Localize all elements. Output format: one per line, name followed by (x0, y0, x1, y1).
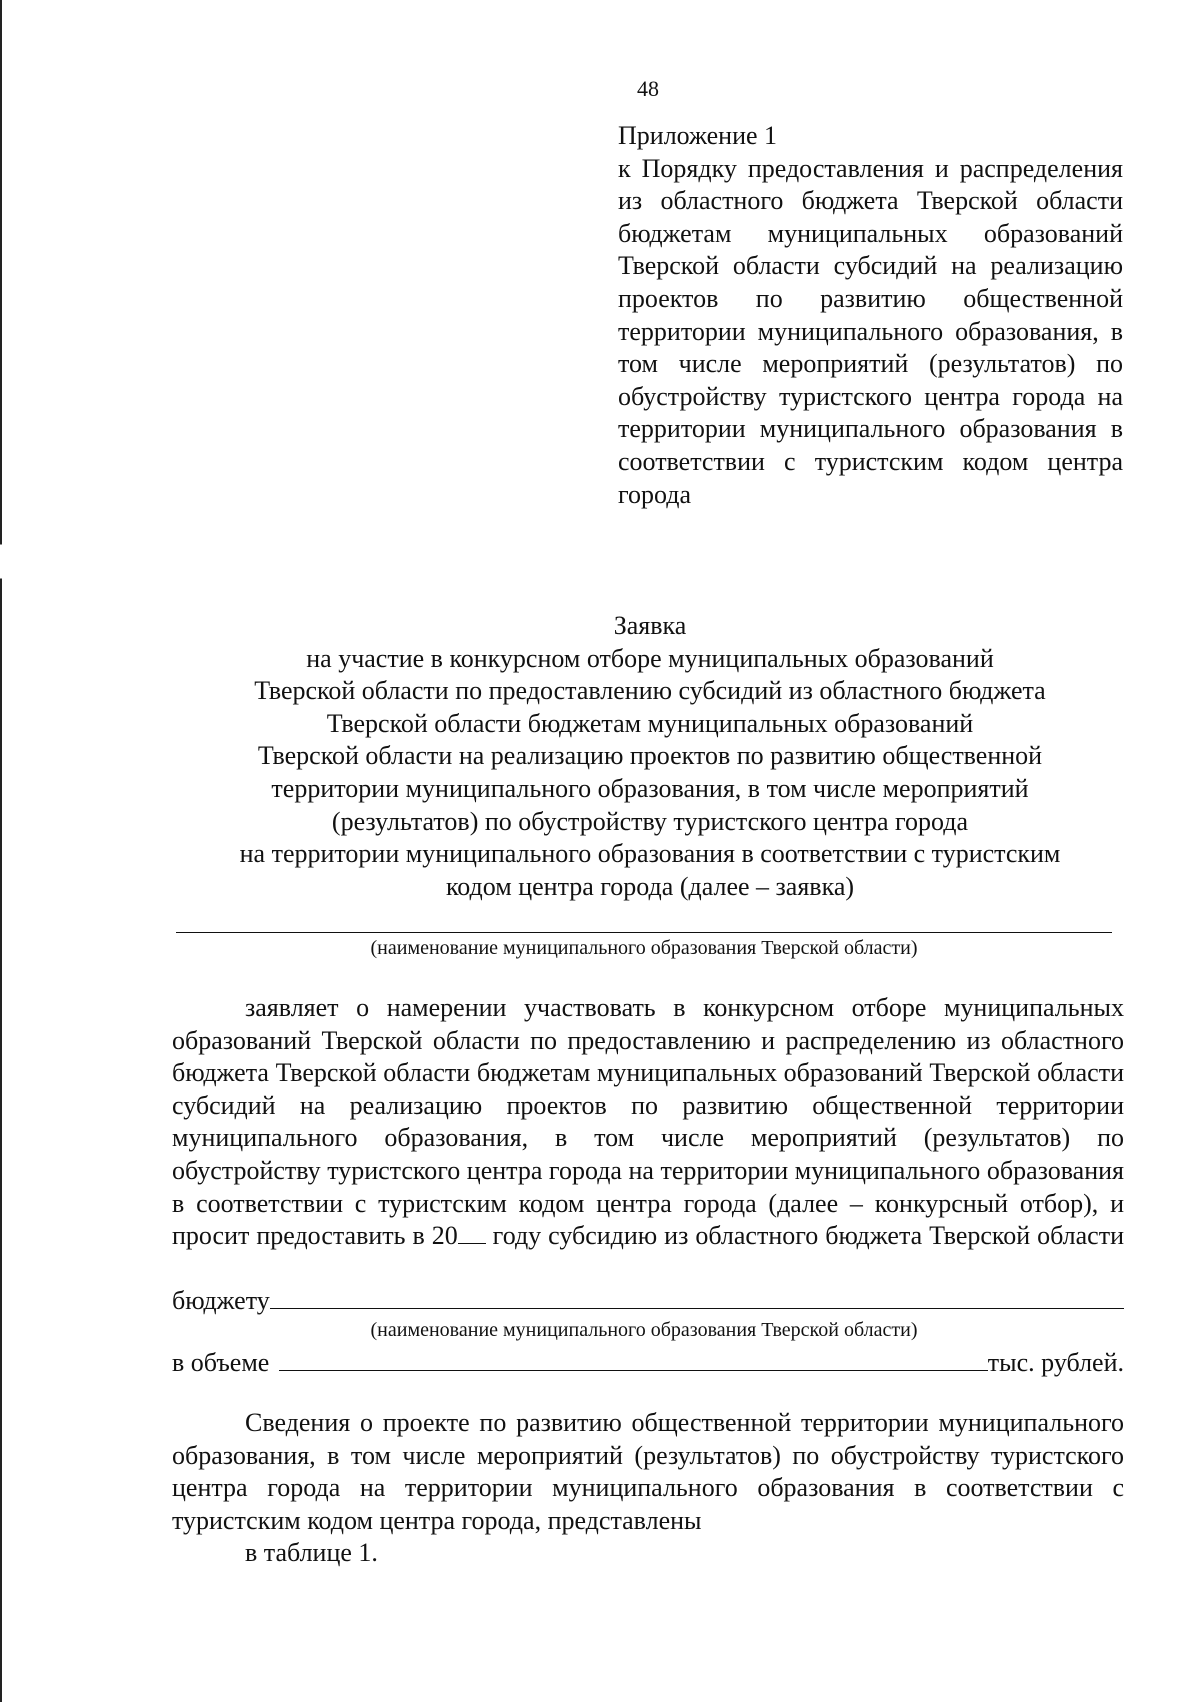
budget-row (172, 1284, 1124, 1318)
info-text: Сведения о проекте по развитию общественной территории муниципального образования, в том числе мероприятий (результатов) по обустройству туристского центра города на территории муниципального образования в соответствии с туристским кодом центра города, представлены (172, 1408, 1124, 1535)
page-number: 48 (637, 76, 659, 101)
appendix-block (618, 120, 1123, 511)
scan-edge (0, 0, 2, 1702)
municipality-name-caption: (наименование муниципального образования Тверской области) (370, 937, 918, 959)
volume-row (172, 1346, 1124, 1380)
application-title: Заявка (613, 611, 687, 640)
budget-blank (270, 1284, 1124, 1309)
statement-text: заявляет о намерении участвовать в конкурсном отборе муниципальных образований Тверской области по предоставлению и распределению из областного бюджета Тверской области бюджетам муниципальных образований Тверской области субсидий на реализацию проектов по развитию общественной территории муниципального образования, в том числе мероприятий (результатов) по обустройству туристского центра города на территории муниципального образования в соответствии с туристским кодом центра города (далее – конкурсный отбор), и просит предоставить (172, 993, 1124, 1251)
volume-unit: тыс. рублей. (987, 1348, 1124, 1377)
municipality-name-line (176, 932, 1112, 933)
volume-blank (279, 1346, 987, 1371)
appendix-title: Приложение 1 (618, 121, 778, 150)
info-paragraph (172, 1407, 1124, 1570)
info-last-line: в таблице 1. (245, 1538, 378, 1568)
application-subtitle: на участие в конкурсном отборе муниципальных образований Тверской области по предоставлению субсидий из областного бюджета Тверской области бюджетам муниципальных образований Тверской области на реализацию проектов по развитию общественной территории муниципального образования, в том числе мероприятий (результатов) по обустройству туристского центра города на территории муниципального образования в соответствии с туристским кодом центра города (далее – заявка) (239, 643, 1061, 901)
year-prefix: в 20 (412, 1221, 458, 1251)
budget-caption: (наименование муниципального образования Тверской области) (370, 1319, 918, 1341)
application-heading (180, 610, 1120, 903)
year-blank (458, 1221, 486, 1244)
statement-paragraph (172, 992, 1124, 1253)
year-suffix: году субсидию из областного бюджета Тверской области (492, 1221, 1125, 1251)
budget-label: бюджету (172, 1286, 270, 1315)
appendix-text: к Порядку предоставления и распределения из областного бюджета Тверской области бюджетам муниципальных образований Тверской области субсидий на реализацию проектов по развитию общественной территории муниципального образования, в том числе мероприятий (результатов) по обустройству туристского центра города на территории муниципального образования в соответствии с туристским кодом центра города (618, 153, 1123, 509)
volume-label: в объеме (172, 1348, 270, 1377)
